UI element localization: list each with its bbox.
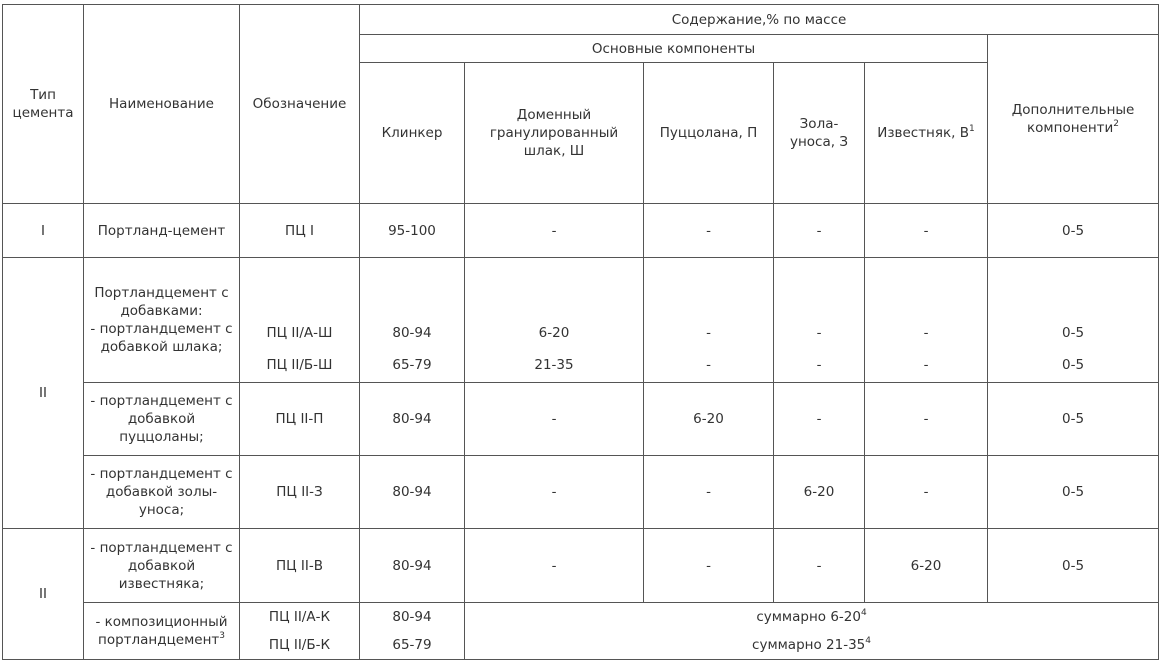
cell-limestone: 6-20	[865, 529, 988, 602]
table-row	[3, 456, 1159, 529]
cell-limestone: -	[865, 382, 988, 455]
cell-designation: ПЦ II-П	[240, 382, 360, 455]
cell-pozzolan: -	[644, 203, 774, 257]
cell-additional: 0-5	[988, 382, 1159, 455]
cell-name: Портланд-цемент	[84, 203, 240, 257]
header-slag: Доменный гранулированный шлак, Ш	[465, 63, 644, 204]
cell-clinker: 80-94	[360, 529, 465, 602]
header-main-components: Основные компоненты	[360, 35, 988, 63]
cell-slag: -	[465, 382, 644, 455]
header-additional	[988, 35, 1159, 204]
cell-type: II	[3, 529, 84, 660]
total-a-k-sup: 4	[860, 607, 867, 618]
cell-slag: -	[465, 456, 644, 529]
cell-ash: -	[774, 529, 865, 602]
cell-pozzolan: -	[644, 456, 774, 529]
header-limestone-sup: 1	[969, 124, 975, 135]
cell-additional: 0-5	[988, 529, 1159, 602]
designation-b-k: ПЦ II/Б-К	[268, 636, 331, 653]
total-b-k-label: суммарно 21-35	[752, 636, 866, 653]
clinker-a-k: 80-94	[392, 608, 432, 625]
total-b-k	[465, 636, 1158, 654]
header-ash: Зола-уноса, З	[774, 63, 865, 204]
header-name: Наименование	[84, 5, 240, 204]
cell-clinker	[360, 602, 465, 659]
slag-name: - портландцемент с добавкой шлака;	[90, 320, 233, 355]
total-b-k-sup: 4	[865, 635, 871, 646]
cell-clinker: 80-94	[360, 382, 465, 455]
composite-sup: 3	[219, 630, 225, 641]
table-row	[3, 258, 1159, 348]
header-additional-label: Дополнительные компоненти	[1011, 102, 1135, 136]
cell-ash: 6-20	[774, 456, 865, 529]
designation-a-k: ПЦ II/А-К	[268, 608, 331, 625]
cell-clinker: 80-94	[360, 258, 465, 348]
cell-name	[84, 258, 240, 383]
cell-name: - портландцемент с добавкой пуццоланы;	[84, 382, 240, 455]
header-additional-sup: 2	[1113, 119, 1120, 129]
cell-clinker: 65-79	[360, 348, 465, 382]
cell-ash: -	[774, 203, 865, 257]
table-row	[3, 529, 1159, 602]
composite-name: - композиционный портландцемент	[95, 613, 228, 648]
cement-composition-table	[2, 4, 1159, 660]
header-clinker: Клинкер	[360, 63, 465, 204]
cell-type: I	[3, 203, 84, 257]
cell-designation: ПЦ II-В	[240, 529, 360, 602]
table-row	[3, 382, 1159, 455]
header-limestone	[865, 63, 988, 204]
cell-limestone: -	[865, 348, 988, 382]
cell-slag: -	[465, 203, 644, 257]
header-limestone-label: Известняк, В	[877, 125, 970, 142]
cell-additional: 0-5	[988, 258, 1159, 348]
cell-ash: -	[774, 348, 865, 382]
cell-designation: ПЦ II-З	[240, 456, 360, 529]
cell-pozzolan: -	[644, 258, 774, 348]
header-content: Содержание,% по массе	[360, 5, 1159, 35]
cell-name	[84, 602, 240, 659]
header-cement-type: Тип цемента	[3, 5, 84, 204]
cell-designation: ПЦ II/А-Ш	[240, 258, 360, 348]
cell-limestone: -	[865, 258, 988, 348]
cell-additional: 0-5	[988, 456, 1159, 529]
cell-slag: -	[465, 529, 644, 602]
cell-limestone: -	[865, 456, 988, 529]
cell-pozzolan: -	[644, 529, 774, 602]
cell-slag: 6-20	[465, 258, 644, 348]
cell-designation: ПЦ II/Б-Ш	[240, 348, 360, 382]
cell-clinker: 80-94	[360, 456, 465, 529]
clinker-b-k: 65-79	[392, 636, 432, 653]
header-pozzolan: Пуццолана, П	[644, 63, 774, 204]
cell-type: II	[3, 258, 84, 529]
total-a-k-label: суммарно 6-20	[756, 608, 861, 625]
cell-designation	[240, 602, 360, 659]
cell-ash: -	[774, 382, 865, 455]
cell-pozzolan: 6-20	[644, 382, 774, 455]
cell-designation: ПЦ I	[240, 203, 360, 257]
cell-name: - портландцемент с добавкой известняка;	[84, 529, 240, 602]
table-row	[3, 203, 1159, 257]
cell-ash: -	[774, 258, 865, 348]
header-designation: Обозначение	[240, 5, 360, 204]
total-a-k	[465, 608, 1158, 626]
table-row	[3, 602, 1159, 659]
cell-name: - портландцемент с добавкой золы-уноса;	[84, 456, 240, 529]
cell-clinker: 95-100	[360, 203, 465, 257]
cell-additional: 0-5	[988, 348, 1159, 382]
cell-slag: 21-35	[465, 348, 644, 382]
cell-additional: 0-5	[988, 203, 1159, 257]
group-intro: Портландцемент с добавками:	[94, 284, 229, 319]
cell-total	[465, 602, 1159, 659]
cell-pozzolan: -	[644, 348, 774, 382]
cell-limestone: -	[865, 203, 988, 257]
